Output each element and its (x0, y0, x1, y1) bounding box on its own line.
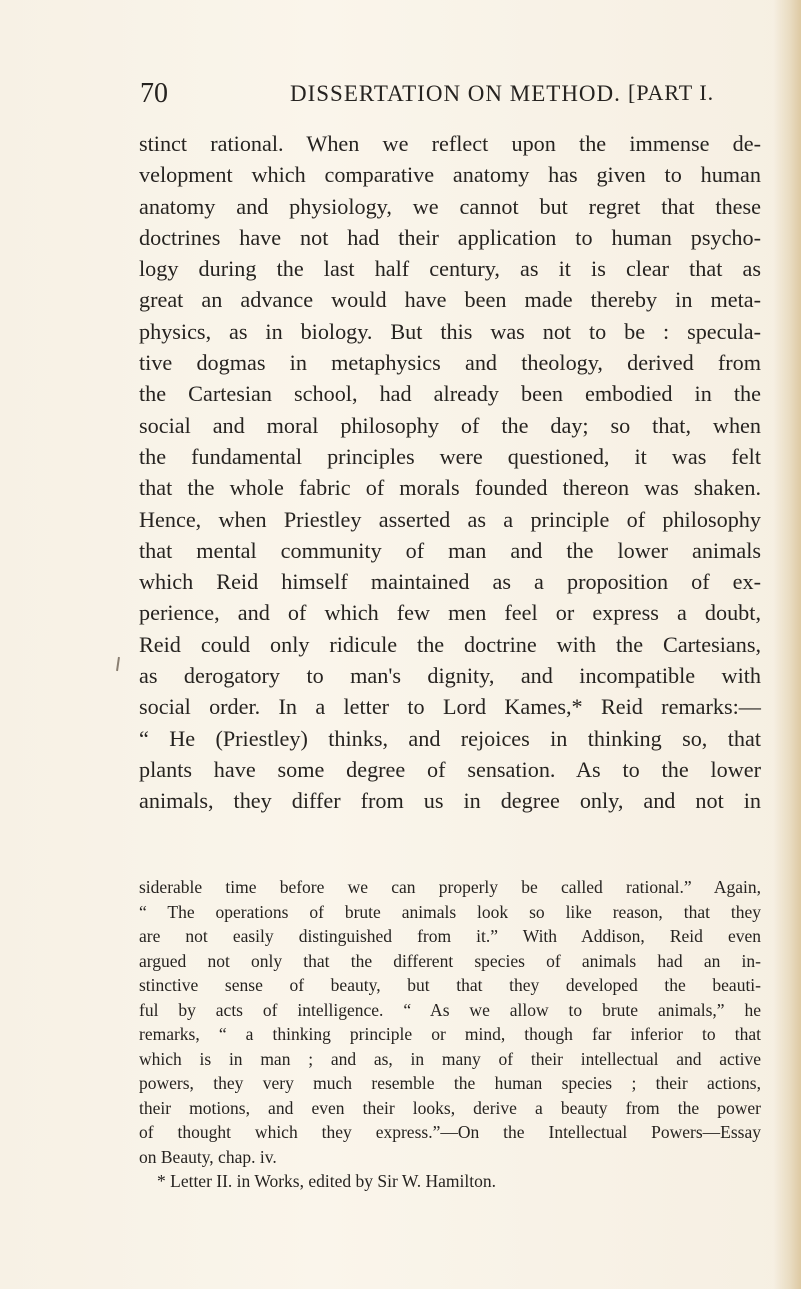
footnote-line: “ The operations of brute animals look so like reason, that they (139, 901, 761, 922)
footnote-line: ful by acts of intelligence. “ As we allow to brute animals,” he (139, 999, 761, 1020)
running-title: DISSERTATION ON METHOD. (290, 81, 621, 106)
body-line: that mental community of man and the lower animals (139, 537, 761, 563)
page-number: 70 (140, 78, 168, 109)
body-text (139, 128, 761, 817)
body-line: that the whole fabric of morals founded thereon was shaken. (139, 475, 761, 501)
body-line: tive dogmas in metaphysics and theology, derived from (139, 350, 761, 376)
margin-mark (116, 657, 120, 671)
body-line: velopment which comparative anatomy has given to human (139, 162, 761, 188)
footnote-reference: * Letter II. in Works, edited by Sir W. Hamilton. (157, 1171, 496, 1191)
body-line: physics, as in biology. But this was not to be : specula- (139, 318, 761, 344)
body-line: Hence, when Priestley asserted as a principle of philosophy (139, 506, 761, 532)
page-edge-shadow (773, 0, 801, 1289)
page-header (140, 78, 760, 112)
body-line: the fundamental principles were questioned, it was felt (139, 443, 761, 469)
footnote-line: of thought which they express.”—On the Intellectual Powers—Essay (139, 1122, 761, 1142)
footnote-line: are not easily distinguished from it.” With Addison, Reid even (139, 926, 761, 946)
footnote-line: stinctive sense of beauty, but that they developed the beauti- (139, 975, 761, 995)
footnote-line: which is in man ; and as, in many of their intellectual and active (139, 1048, 761, 1069)
footnote-line: argued not only that the different species of animals had an in- (139, 950, 761, 971)
body-line: logy during the last half century, as it is clear that as (139, 256, 761, 282)
body-line: plants have some degree of sensation. As to the lower (139, 756, 761, 782)
footnote-line: their motions, and even their looks, derive a beauty from the power (139, 1097, 761, 1118)
body-line: Reid could only ridicule the doctrine with the Cartesians, (139, 631, 761, 657)
body-line: stinct rational. When we reflect upon the immense de- (139, 131, 761, 156)
part-label: [PART I. (628, 80, 715, 105)
body-line: great an advance would have been made thereby in meta- (139, 287, 761, 313)
body-line: as derogatory to man's dignity, and incompatible with (139, 663, 761, 689)
footnote-line: siderable time before we can properly be called rational.” Again, (139, 877, 761, 897)
body-line: doctrines have not had their application to human psycho- (139, 224, 761, 250)
body-line: social and moral philosophy of the day; so that, when (139, 412, 761, 438)
footnote-line: powers, they very much resemble the human species ; their actions, (139, 1073, 761, 1093)
body-line: animals, they differ from us in degree only, and not in (139, 788, 761, 814)
body-line: “ He (Priestley) thinks, and rejoices in thinking so, that (139, 725, 761, 751)
body-line: anatomy and physiology, we cannot but regret that these (139, 193, 761, 219)
body-line: perience, and of which few men feel or express a doubt, (139, 600, 761, 626)
body-line: the Cartesian school, had already been embodied in the (139, 381, 761, 407)
body-line: which Reid himself maintained as a proposition of ex- (139, 569, 761, 595)
body-line: social order. In a letter to Lord Kames,* Reid remarks:— (139, 694, 761, 720)
footnotes (139, 875, 761, 1194)
footnote-line: remarks, “ a thinking principle or mind, though far inferior to that (139, 1024, 761, 1044)
footnote-line: on Beauty, chap. iv. (139, 1146, 277, 1167)
